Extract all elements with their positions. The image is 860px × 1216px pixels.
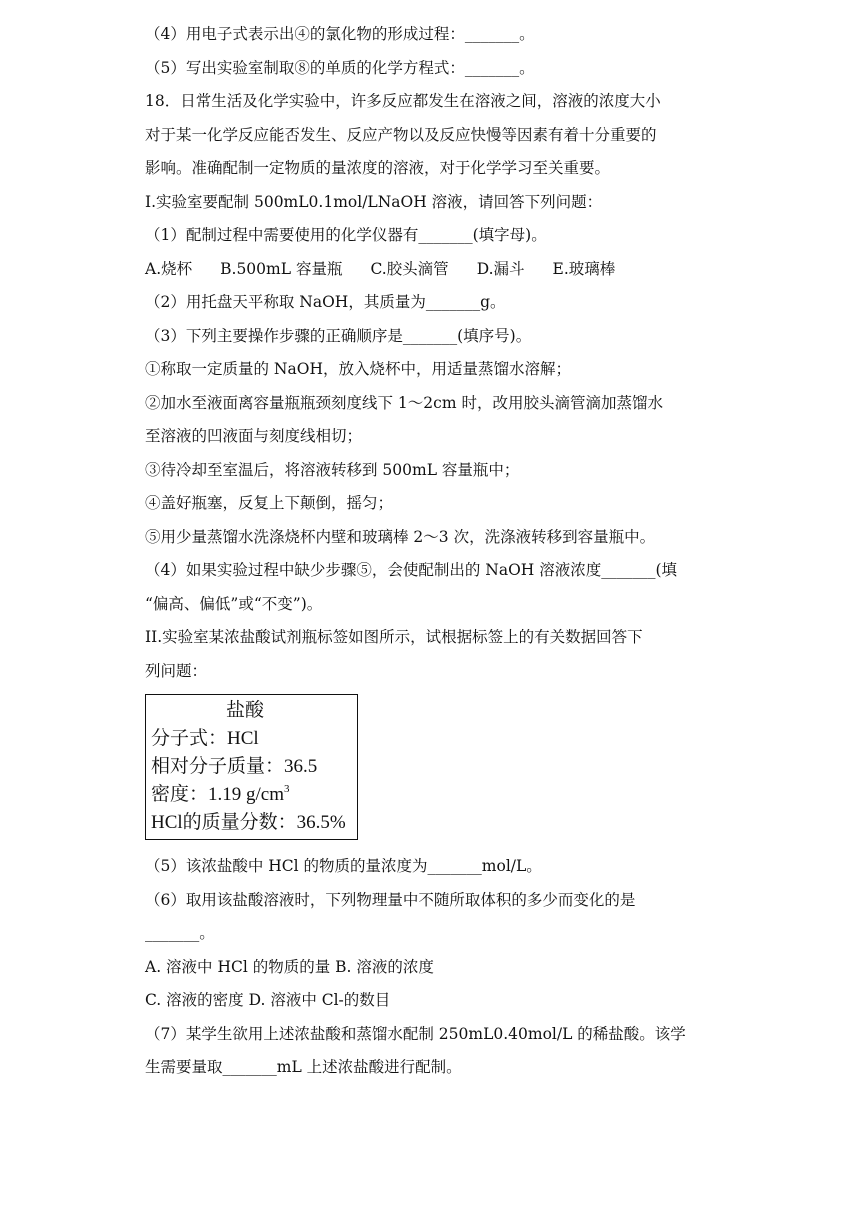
step-5: ⑤用少量蒸馏水洗涤烧杯内壁和玻璃棒 2～3 次，洗涤液转移到容量瓶中。	[145, 527, 656, 546]
option-b: B.500mL 容量瓶	[220, 259, 343, 278]
question-18-intro: 影响。准确配制一定物质的量浓度的溶液，对于化学学习至关重要。	[145, 159, 611, 177]
sub-question-7-cont: 生需要量取_______mL 上述浓盐酸进行配制。	[145, 1058, 462, 1076]
sub-question-2: （2）用托盘天平称取 NaOH，其质量为_______g。	[145, 293, 506, 311]
step-2-cont: 至溶液的凹液面与刻度线相切；	[145, 427, 363, 445]
sub-question-6-options-cd: C. 溶液的密度 D. 溶液中 Cl-的数目	[145, 991, 391, 1009]
sub-question-1: （1）配制过程中需要使用的化学仪器有_______(填字母)。	[145, 226, 547, 244]
label-density	[151, 781, 357, 809]
option-a: A.烧杯	[145, 259, 193, 278]
step-4: ④盖好瓶塞，反复上下颠倒，摇匀；	[145, 494, 394, 512]
step-2: ②加水至液面离容量瓶瓶颈刻度线下 1～2cm 时，改用胶头滴管滴加蒸馏水	[145, 393, 663, 412]
sub-question-3: （3）下列主要操作步骤的正确顺序是_______(填序号)。	[145, 326, 532, 345]
label-mass-fraction: HCl的质量分数：36.5%	[151, 812, 346, 833]
sub-question-6: （6）取用该盐酸溶液时，下列物理量中不随所取体积的多少而变化的是	[145, 890, 636, 909]
sub-question-6-cont: _______。	[145, 924, 215, 942]
label-density-text: 密度：1.19 g/cm	[151, 784, 284, 805]
reagent-label	[145, 694, 358, 840]
question-4-prev: （4）用电子式表示出④的氯化物的形成过程：_______。	[145, 25, 535, 43]
label-formula: 分子式：HCl	[151, 728, 259, 749]
part-2-heading: II.实验室某浓盐酸试剂瓶标签如图所示，试根据标签上的有关数据回答下	[145, 628, 643, 646]
sub-question-4: （4）如果实验过程中缺少步骤⑤，会使配制出的 NaOH 溶液浓度_______(填	[145, 561, 678, 579]
label-molar-mass: 相对分子质量：36.5	[151, 756, 318, 777]
part-1-heading: I.实验室要配制 500mL0.1mol/LNaOH 溶液，请回答下列问题：	[145, 192, 603, 211]
option-d: D.漏斗	[476, 259, 525, 278]
sub-question-6-options-ab: A. 溶液中 HCl 的物质的量 B. 溶液的浓度	[145, 957, 434, 976]
sub-question-7: （7）某学生欲用上述浓盐酸和蒸馏水配制 250mL0.40mol/L 的稀盐酸。该学	[145, 1024, 686, 1043]
question-18-intro: 18．日常生活及化学实验中，许多反应都发生在溶液之间，溶液的浓度大小	[145, 92, 661, 110]
sub-question-1-options	[145, 253, 725, 287]
label-density-exponent: 3	[284, 783, 290, 795]
step-3: ③待冷却至室温后，将溶液转移到 500mL 容量瓶中；	[145, 460, 520, 479]
part-2-heading-cont: 列问题：	[145, 661, 208, 680]
label-title: 盐酸	[225, 700, 264, 721]
option-c: C.胶头滴管	[370, 259, 449, 278]
option-e: E.玻璃棒	[552, 259, 616, 278]
sub-question-5: （5）该浓盐酸中 HCl 的物质的量浓度为_______mol/L。	[145, 857, 542, 875]
step-1: ①称取一定质量的 NaOH，放入烧杯中，用适量蒸馏水溶解；	[145, 360, 571, 378]
sub-question-4-cont: “偏高、偏低”或“不变”)。	[145, 594, 323, 613]
question-18-intro: 对于某一化学反应能否发生、反应产物以及反应快慢等因素有着十分重要的	[145, 125, 657, 144]
question-5-prev: （5）写出实验室制取⑧的单质的化学方程式：_______。	[145, 58, 535, 77]
document-content	[145, 18, 725, 1085]
